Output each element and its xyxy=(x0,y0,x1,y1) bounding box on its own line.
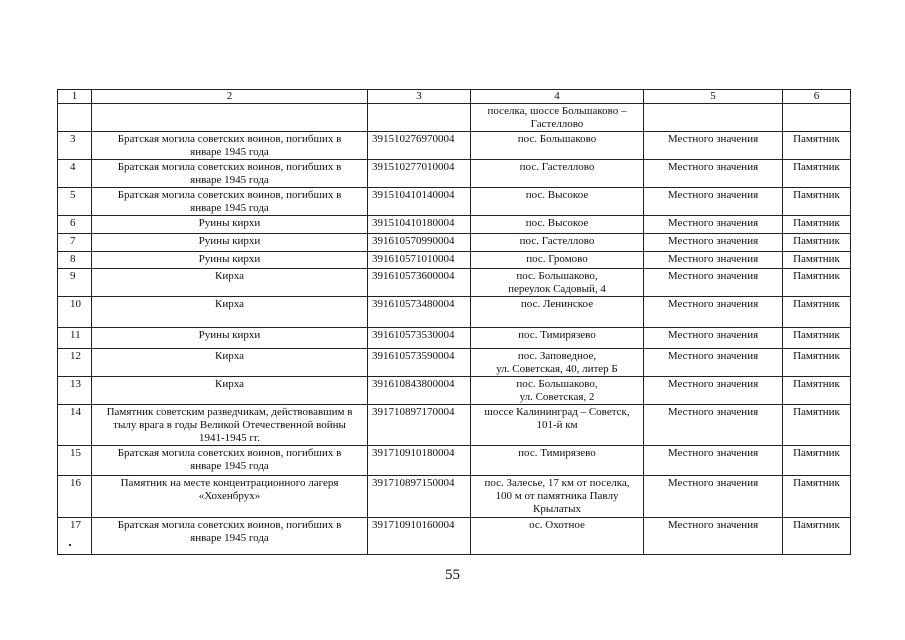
location-cell xyxy=(471,328,644,349)
object-type: Памятник xyxy=(793,298,840,310)
location-cell xyxy=(471,252,644,269)
significance-category-cell xyxy=(644,297,783,328)
row-number-cell xyxy=(58,216,92,234)
registry-code: 391710910160004 xyxy=(372,519,455,531)
column-number-row xyxy=(58,90,851,104)
significance-category-cell xyxy=(644,349,783,377)
row-number-cell xyxy=(58,476,92,518)
table-row xyxy=(58,234,851,252)
row-number: 5 xyxy=(70,189,76,201)
registry-code-cell xyxy=(368,476,471,518)
row-number: 8 xyxy=(70,253,76,265)
object-type: Памятник xyxy=(793,447,840,459)
registry-code: 391610571010004 xyxy=(372,253,455,265)
significance-category-cell xyxy=(644,405,783,446)
registry-code-cell xyxy=(368,328,471,349)
row-number-cell xyxy=(58,328,92,349)
row-number-cell xyxy=(58,234,92,252)
object-name: Братская могила советских воинов, погибших в январе 1945 года xyxy=(117,133,342,158)
registry-code: 391610843800004 xyxy=(372,378,455,390)
registry-code: 391710897150004 xyxy=(372,477,455,489)
row-number: 3 xyxy=(70,133,76,145)
location-cell xyxy=(471,104,644,132)
object-name: Руины кирхи xyxy=(198,329,261,341)
location: пос. Тимирязево xyxy=(518,447,596,459)
significance-category: Местного значения xyxy=(667,519,759,531)
significance-category-cell xyxy=(644,269,783,297)
object-name-cell xyxy=(92,234,368,252)
object-name: Кирха xyxy=(215,270,244,282)
object-type: Памятник xyxy=(793,329,840,341)
object-type-cell xyxy=(783,377,851,405)
object-name-cell xyxy=(92,132,368,160)
object-name: Братская могила советских воинов, погибших в январе 1945 года xyxy=(117,447,342,472)
object-type-cell xyxy=(783,104,851,132)
table-row xyxy=(58,328,851,349)
registry-code: 391610573600004 xyxy=(372,270,455,282)
location: пос. Тимирязево xyxy=(518,329,596,341)
significance-category: Местного значения xyxy=(667,329,759,341)
object-name-cell xyxy=(92,377,368,405)
location-cell xyxy=(471,518,644,555)
significance-category: Местного значения xyxy=(667,133,759,145)
object-type: Памятник xyxy=(793,350,840,362)
registry-code: 391610570990004 xyxy=(372,235,455,247)
row-number: 7 xyxy=(70,235,76,247)
table-row xyxy=(58,518,851,555)
table-row xyxy=(58,160,851,188)
row-number-cell xyxy=(58,518,92,555)
significance-category: Местного значения xyxy=(667,253,759,265)
object-name: Кирха xyxy=(215,350,244,362)
registry-code: 391510276970004 xyxy=(372,133,455,145)
object-name-cell xyxy=(92,252,368,269)
object-type-cell xyxy=(783,132,851,160)
object-name-cell xyxy=(92,405,368,446)
significance-category: Местного значения xyxy=(667,270,759,282)
location-cell xyxy=(471,234,644,252)
row-number-cell xyxy=(58,297,92,328)
object-type: Памятник xyxy=(793,161,840,173)
object-name: Братская могила советских воинов, погибших в январе 1945 года xyxy=(117,519,342,544)
monuments-table xyxy=(57,89,851,555)
object-name: Руины кирхи xyxy=(198,253,261,265)
significance-category: Местного значения xyxy=(667,161,759,173)
location: пос. Громово xyxy=(526,253,588,265)
row-number-cell xyxy=(58,349,92,377)
significance-category: Местного значения xyxy=(667,189,759,201)
registry-code: 391710897170004 xyxy=(372,406,455,418)
row-number-cell xyxy=(58,188,92,216)
table-row xyxy=(58,104,851,132)
object-type-cell xyxy=(783,216,851,234)
row-number: 6 xyxy=(70,217,76,229)
location: пос. Высокое xyxy=(525,217,589,229)
table-row xyxy=(58,349,851,377)
row-number-cell xyxy=(58,104,92,132)
object-type-cell xyxy=(783,269,851,297)
object-name: Памятник советским разведчикам, действовавшим в тылу врага в годы Великой Отечественной войны 1941-1945 гг. xyxy=(106,406,353,444)
object-type-cell xyxy=(783,188,851,216)
significance-category-cell xyxy=(644,377,783,405)
object-type-cell xyxy=(783,252,851,269)
object-type: Памятник xyxy=(793,477,840,489)
table-body xyxy=(58,104,851,555)
row-number: 14 xyxy=(70,406,81,418)
location-cell xyxy=(471,132,644,160)
object-type: Памятник xyxy=(793,133,840,145)
significance-category-cell xyxy=(644,328,783,349)
significance-category: Местного значения xyxy=(667,477,759,489)
significance-category: Местного значения xyxy=(667,406,759,418)
row-number: 9 xyxy=(70,270,76,282)
significance-category-cell xyxy=(644,234,783,252)
location: ос. Охотное xyxy=(529,519,585,531)
page-number: 55 xyxy=(445,567,460,583)
significance-category-cell xyxy=(644,160,783,188)
object-name-cell xyxy=(92,216,368,234)
registry-code-cell xyxy=(368,216,471,234)
object-type-cell xyxy=(783,297,851,328)
object-type-cell xyxy=(783,446,851,476)
registry-code: 391510277010004 xyxy=(372,161,455,173)
significance-category: Местного значения xyxy=(667,298,759,310)
location: пос. Большаково xyxy=(517,133,597,145)
registry-code-cell xyxy=(368,269,471,297)
object-type-cell xyxy=(783,328,851,349)
table-row xyxy=(58,377,851,405)
location: пос. Большаково, переулок Садовый, 4 xyxy=(508,270,606,295)
column-number: 3 xyxy=(368,90,471,104)
object-name-cell xyxy=(92,446,368,476)
registry-code-cell xyxy=(368,518,471,555)
row-number: 17 xyxy=(70,519,81,531)
object-name-cell xyxy=(92,269,368,297)
significance-category: Местного значения xyxy=(667,447,759,459)
location-cell xyxy=(471,405,644,446)
location-cell xyxy=(471,216,644,234)
location: поселка, шоссе Большаково – Гастеллово xyxy=(487,105,627,130)
significance-category-cell xyxy=(644,104,783,132)
object-type: Памятник xyxy=(793,270,840,282)
registry-code-cell xyxy=(368,104,471,132)
significance-category-cell xyxy=(644,476,783,518)
row-number: 4 xyxy=(70,161,76,173)
table-row xyxy=(58,132,851,160)
location-cell xyxy=(471,188,644,216)
significance-category: Местного значения xyxy=(667,350,759,362)
significance-category: Местного значения xyxy=(667,378,759,390)
location-cell xyxy=(471,160,644,188)
table-row xyxy=(58,269,851,297)
location: пос. Гастеллово xyxy=(519,235,595,247)
location: шоссе Калининград – Советск, 101-й км xyxy=(484,406,630,431)
location-cell xyxy=(471,476,644,518)
row-number-cell xyxy=(58,132,92,160)
row-number: 12 xyxy=(70,350,81,362)
object-type-cell xyxy=(783,405,851,446)
registry-code: 391610573530004 xyxy=(372,329,455,341)
object-name-cell xyxy=(92,349,368,377)
object-type: Памятник xyxy=(793,378,840,390)
location: пос. Гастеллово xyxy=(519,161,595,173)
object-name-cell xyxy=(92,297,368,328)
registry-code-cell xyxy=(368,160,471,188)
table-row xyxy=(58,297,851,328)
object-name: Братская могила советских воинов, погибших в январе 1945 года xyxy=(117,189,342,214)
registry-code: 391710910180004 xyxy=(372,447,455,459)
object-name-cell xyxy=(92,188,368,216)
significance-category-cell xyxy=(644,188,783,216)
object-name-cell xyxy=(92,476,368,518)
table-row xyxy=(58,446,851,476)
location-cell xyxy=(471,269,644,297)
location-cell xyxy=(471,446,644,476)
registry-code-cell xyxy=(368,446,471,476)
registry-code-cell xyxy=(368,132,471,160)
table-row xyxy=(58,216,851,234)
location-cell xyxy=(471,377,644,405)
registry-code-cell xyxy=(368,349,471,377)
row-number: 11 xyxy=(70,329,81,341)
row-number: 16 xyxy=(70,477,81,489)
column-number: 6 xyxy=(783,90,851,104)
object-type: Памятник xyxy=(793,217,840,229)
column-number: 5 xyxy=(644,90,783,104)
row-number-cell xyxy=(58,269,92,297)
object-type-cell xyxy=(783,476,851,518)
registry-code: 391610573590004 xyxy=(372,350,455,362)
significance-category-cell xyxy=(644,252,783,269)
registry-code: 391510410140004 xyxy=(372,189,455,201)
table-row xyxy=(58,188,851,216)
significance-category-cell xyxy=(644,216,783,234)
object-type-cell xyxy=(783,349,851,377)
object-type: Памятник xyxy=(793,253,840,265)
registry-code-cell xyxy=(368,377,471,405)
registry-code: 391510410180004 xyxy=(372,217,455,229)
location: пос. Залесье, 17 км от поселка, 100 м от памятника Павлу Крылатых xyxy=(484,477,630,515)
column-number: 1 xyxy=(58,90,92,104)
significance-category-cell xyxy=(644,518,783,555)
significance-category-cell xyxy=(644,132,783,160)
row-number-cell xyxy=(58,160,92,188)
object-name-cell xyxy=(92,104,368,132)
object-type: Памятник xyxy=(793,189,840,201)
object-name-cell xyxy=(92,328,368,349)
significance-category: Местного значения xyxy=(667,217,759,229)
significance-category: Местного значения xyxy=(667,235,759,247)
object-type: Памятник xyxy=(793,519,840,531)
object-name: Кирха xyxy=(215,298,244,310)
registry-code-cell xyxy=(368,297,471,328)
location: пос. Высокое xyxy=(525,189,589,201)
row-number-cell xyxy=(58,252,92,269)
object-name: Памятник на месте концентрационного лагеря «Хохенбрух» xyxy=(120,477,339,502)
object-type-cell xyxy=(783,234,851,252)
object-name-cell xyxy=(92,160,368,188)
location-cell xyxy=(471,297,644,328)
location-cell xyxy=(471,349,644,377)
significance-category-cell xyxy=(644,446,783,476)
scan-dot xyxy=(69,544,71,546)
location: пос. Большаково, ул. Советская, 2 xyxy=(516,378,598,403)
row-number: 13 xyxy=(70,378,81,390)
object-name: Братская могила советских воинов, погибших в январе 1945 года xyxy=(117,161,342,186)
column-number: 2 xyxy=(92,90,368,104)
registry-code-cell xyxy=(368,234,471,252)
table-row xyxy=(58,405,851,446)
object-type-cell xyxy=(783,160,851,188)
object-type: Памятник xyxy=(793,406,840,418)
object-name-cell xyxy=(92,518,368,555)
location: пос. Заповедное, ул. Советская, 40, литер Б xyxy=(496,350,618,375)
registry-code-cell xyxy=(368,405,471,446)
row-number-cell xyxy=(58,446,92,476)
row-number: 15 xyxy=(70,447,81,459)
object-name: Руины кирхи xyxy=(198,235,261,247)
column-number: 4 xyxy=(471,90,644,104)
table-row xyxy=(58,476,851,518)
row-number: 10 xyxy=(70,298,81,310)
object-type: Памятник xyxy=(793,235,840,247)
location: пос. Ленинское xyxy=(520,298,594,310)
registry-code-cell xyxy=(368,252,471,269)
table-row xyxy=(58,252,851,269)
registry-code: 391610573480004 xyxy=(372,298,455,310)
object-name: Руины кирхи xyxy=(198,217,261,229)
row-number-cell xyxy=(58,405,92,446)
object-type-cell xyxy=(783,518,851,555)
registry-code-cell xyxy=(368,188,471,216)
object-name: Кирха xyxy=(215,378,244,390)
row-number-cell xyxy=(58,377,92,405)
